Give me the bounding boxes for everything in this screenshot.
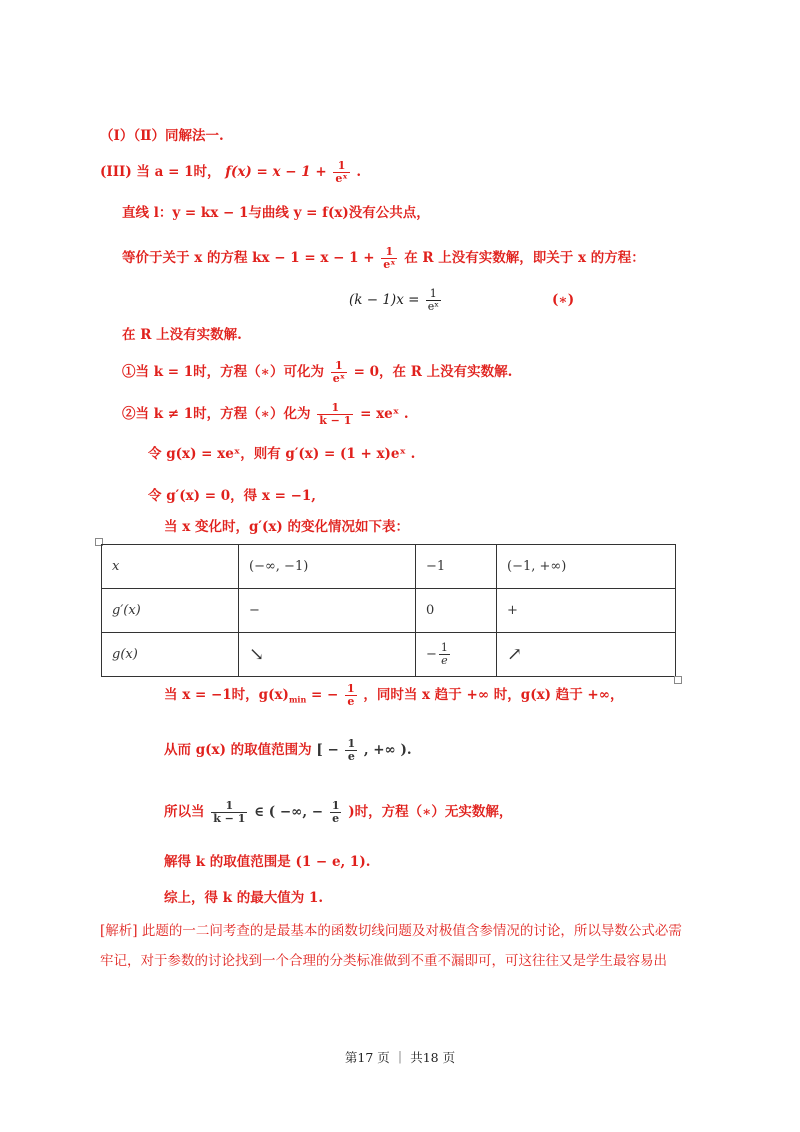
table-cell: 0 — [416, 589, 497, 633]
fraction-num: 1 — [347, 682, 355, 695]
fraction-num: 1 — [317, 402, 353, 415]
fraction-den: e — [347, 695, 355, 708]
table-cell: g′(x) — [102, 589, 239, 633]
fraction — [426, 288, 441, 313]
text-segment: . — [356, 164, 362, 180]
fraction — [333, 160, 349, 185]
fraction — [345, 683, 357, 708]
fraction — [381, 246, 397, 271]
analysis-line-2: 牢记，对于参数的讨论找到一个合理的分类标准做到不重不漏即可，可这往往又是学生最容易出 — [100, 953, 667, 969]
fraction-den: eˣ — [332, 372, 345, 385]
line-15: 解得 k 的取值范围是 (1 − e, 1). — [164, 854, 371, 870]
table-row — [102, 589, 676, 633]
line-4 — [122, 246, 645, 271]
text-segment: [ − — [316, 742, 339, 758]
variation-table — [101, 544, 676, 677]
line-6: 在 R 上没有实数解. — [122, 327, 242, 343]
equation-f: f(x) = x − 1 + — [225, 164, 327, 180]
fraction-num: 1 — [331, 360, 347, 373]
line-5-equation — [349, 288, 443, 313]
line-8 — [122, 402, 409, 427]
text-segment: 等价于关于 x 的方程 kx − 1 = x − 1 + — [122, 250, 375, 266]
fraction — [439, 642, 450, 667]
line-14 — [164, 800, 512, 825]
text-segment: 从而 g(x) 的取值范围为 — [164, 742, 312, 758]
text-segment: ②当 k ≠ 1时，方程（∗）化为 — [122, 406, 311, 422]
line-12 — [164, 683, 624, 710]
line-part-3-intro — [100, 160, 361, 185]
table-cell: − — [239, 589, 416, 633]
decreasing-arrow-icon: ↘ — [239, 633, 416, 677]
text-segment: 当 x = −1时，g(x) — [164, 687, 289, 703]
fraction-num: 1 — [347, 737, 356, 750]
text-segment: ∈ ( −∞, − — [254, 804, 324, 820]
table-cell: g(x) — [102, 633, 239, 677]
line-3: 直线 l：y = kx − 1与曲线 y = f(x)没有公共点， — [122, 205, 430, 221]
text-segment: = 0，在 R 上没有实数解. — [353, 364, 513, 380]
fraction — [331, 360, 347, 385]
fraction-den: e — [347, 750, 355, 763]
fraction-num: 1 — [381, 246, 397, 259]
line-13 — [164, 738, 412, 763]
equation: (k − 1)x = — [349, 292, 420, 308]
fraction — [330, 800, 342, 825]
text-segment: 所以当 — [164, 804, 205, 820]
fraction-den: eˣ — [383, 258, 396, 271]
analysis-line-1: [解析] 此题的一二问考查的是最基本的函数切线问题及对极值含参情况的讨论，所以导数公式必需 — [100, 923, 682, 939]
text-segment: = xeˣ . — [360, 406, 409, 422]
table-cell: (−∞, −1) — [239, 545, 416, 589]
equation-mark: (∗) — [552, 292, 575, 308]
table-cell: x — [102, 545, 239, 589]
fraction-den: k − 1 — [319, 414, 352, 427]
line-10: 令 g′(x) = 0，得 x = −1, — [148, 488, 316, 504]
table-cell: + — [497, 589, 676, 633]
table-row — [102, 633, 676, 677]
fraction-num: 1 — [331, 799, 340, 812]
page-footer: 第17 页 ｜ 共18 页 — [344, 1050, 456, 1065]
subscript: min — [288, 694, 307, 705]
table-row — [102, 545, 676, 589]
text-segment: ，同时当 x 趋于 +∞ 时，g(x) 趋于 +∞， — [363, 687, 624, 703]
increasing-arrow-icon: ↗ — [497, 633, 676, 677]
line-11: 当 x 变化时，g′(x) 的变化情况如下表： — [164, 519, 409, 535]
fraction — [211, 800, 247, 825]
fraction-den: e — [332, 812, 340, 825]
line-9: 令 g(x) = xeˣ，则有 g′(x) = (1 + x)eˣ . — [148, 446, 416, 462]
fraction — [317, 402, 353, 427]
line-16: 综上，得 k 的最大值为 1. — [164, 890, 324, 906]
fraction-den: eˣ — [427, 300, 439, 313]
fraction-num: 1 — [440, 641, 448, 654]
text-segment: , +∞ ). — [363, 742, 412, 758]
table-cell-min: − $\frac{1}{e}$ — [416, 633, 497, 677]
text-segment: 在 R 上没有实数解，即关于 x 的方程： — [404, 250, 645, 266]
text-segment: ①当 k = 1时，方程（∗）可化为 — [122, 364, 324, 380]
line-part-1-2: （Ⅰ）（Ⅱ）同解法一. — [100, 128, 224, 144]
fraction-den: k − 1 — [213, 812, 246, 825]
table-cell: −1 — [416, 545, 497, 589]
text-segment: (III) 当 a = 1时， — [100, 164, 221, 180]
fraction-num: 1 — [211, 800, 247, 813]
fraction-num: 1 — [426, 288, 441, 301]
fraction-num: 1 — [333, 160, 349, 173]
text-segment: )时，方程（∗）无实数解， — [348, 804, 513, 820]
fraction-den: e — [441, 654, 448, 667]
fraction — [345, 738, 357, 763]
fraction-den: eˣ — [335, 172, 348, 185]
table-cell: (−1, +∞) — [497, 545, 676, 589]
text-segment: = − — [310, 687, 339, 703]
line-7 — [122, 360, 512, 385]
table-corner-mark — [674, 676, 682, 684]
